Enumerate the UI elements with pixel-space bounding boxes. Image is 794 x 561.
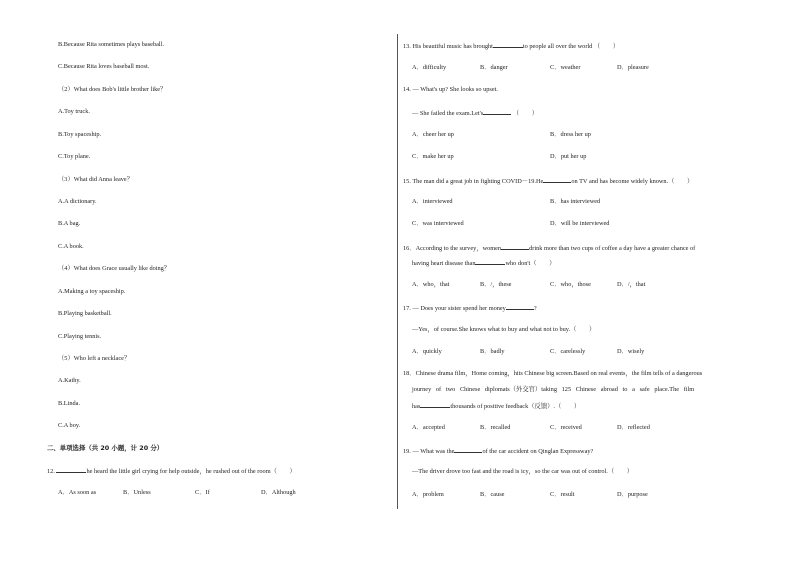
option-d: D．will be interviewed bbox=[550, 220, 610, 227]
option-d: D．pleasure bbox=[617, 64, 649, 71]
question-17-reply: —Yes，of course.She knows what to buy and what not to buy.（ ） bbox=[412, 326, 596, 333]
left-column bbox=[47, 0, 388, 561]
answer-blank bbox=[543, 176, 571, 183]
question-text: （2）What does Bob's little brother like？ bbox=[58, 86, 167, 93]
option-d: D．purpose bbox=[617, 491, 648, 498]
option-c: C．make her up bbox=[412, 153, 454, 160]
option-d: D．wisely bbox=[617, 348, 645, 355]
option-text: B.Playing basketball. bbox=[58, 310, 112, 317]
option-text: C.Because Rita loves baseball most. bbox=[58, 63, 150, 70]
option-a: A．problem bbox=[412, 491, 444, 498]
option-c: C．was interviewed bbox=[412, 220, 464, 227]
option-text: A.Toy truck. bbox=[58, 108, 90, 115]
question-text: 13. His beautiful music has brought bbox=[403, 43, 493, 50]
answer-blank bbox=[475, 258, 505, 265]
question-13 bbox=[403, 41, 619, 51]
option-a: A．quickly bbox=[412, 348, 442, 355]
option-b: B．badly bbox=[480, 348, 505, 355]
option-b: B．/，these bbox=[480, 281, 512, 288]
question-14-reply bbox=[412, 108, 538, 118]
option-b: B．danger bbox=[480, 64, 508, 71]
question-18-cont: journey of two Chinese diplomats（外交官）taking 125 Chinese abroad to a safe place.The film bbox=[412, 386, 695, 393]
option-text: A.A dictionary. bbox=[58, 198, 97, 205]
answer-blank bbox=[420, 401, 450, 408]
option-c: C．weather bbox=[550, 64, 581, 71]
question-18: 18．Chinese drama film，Home coming，hits Chinese big screen.Based on real events，the film tells of a dangerous bbox=[403, 370, 703, 377]
question-18-cont2 bbox=[412, 401, 580, 411]
question-text: — She failed the exam.Let's bbox=[412, 110, 484, 117]
question-12 bbox=[47, 466, 296, 476]
answer-blank bbox=[501, 243, 529, 250]
answer-blank bbox=[483, 108, 511, 115]
question-14: 14. — What's up? She looks so upset. bbox=[403, 86, 498, 93]
question-16-cont bbox=[412, 258, 555, 268]
option-c: C．If bbox=[195, 489, 210, 496]
right-column bbox=[403, 0, 748, 561]
option-c: C．received bbox=[550, 424, 582, 431]
option-c: C．carelessly bbox=[550, 348, 586, 355]
option-b: B．recalled bbox=[480, 424, 511, 431]
option-a: A．difficulty bbox=[412, 64, 447, 71]
question-text: who don't（ ） bbox=[505, 260, 556, 267]
question-text: （4）What does Grace usually like doing？ bbox=[58, 265, 171, 272]
question-text: on TV and has become widely known.（ ） bbox=[571, 178, 694, 185]
question-19-reply: —The driver drove too fast and the road is icy，so the car was out of control.（ ） bbox=[412, 468, 634, 475]
option-b: B．has interviewed bbox=[550, 198, 601, 205]
option-text: C.Toy plane. bbox=[58, 153, 91, 160]
question-17 bbox=[403, 303, 537, 313]
option-d: D．Although bbox=[261, 489, 296, 496]
option-a: A．cheer her up bbox=[412, 131, 454, 138]
column-divider bbox=[397, 34, 398, 509]
option-d: D．reflected bbox=[617, 424, 650, 431]
option-a: A．who，that bbox=[412, 281, 450, 288]
option-a: A．interviewed bbox=[412, 198, 453, 205]
question-text: 17. — Does your sister spend her money bbox=[403, 305, 506, 312]
question-16 bbox=[403, 243, 695, 253]
option-b: B．Unless bbox=[123, 489, 151, 496]
option-text: C.A book. bbox=[58, 243, 84, 250]
question-text: （3）What did Anna leave？ bbox=[58, 176, 134, 183]
question-text: 19. — What was the bbox=[403, 448, 455, 455]
option-d: D．put her up bbox=[550, 153, 587, 160]
question-text: thousands of positive feedback（反馈）.（ ） bbox=[450, 403, 581, 410]
question-number: 12. bbox=[47, 468, 55, 475]
question-text: ? bbox=[533, 305, 537, 312]
question-text: 16．According to the survey，women bbox=[403, 245, 502, 252]
option-text: C.A boy. bbox=[58, 422, 81, 429]
question-text: having heart disease than bbox=[412, 260, 476, 267]
question-text: he heard the little girl crying for help outside，he rushed out of the room（ ） bbox=[86, 468, 296, 475]
option-text: B.A bag. bbox=[58, 220, 81, 227]
answer-blank bbox=[454, 446, 482, 453]
option-b: B．dress her up bbox=[550, 131, 591, 138]
option-a: A．As soon as bbox=[58, 489, 97, 496]
option-text: B.Because Rita sometimes plays baseball. bbox=[58, 41, 164, 48]
option-a: A．accepted bbox=[412, 424, 445, 431]
option-text: A.Kathy. bbox=[58, 377, 81, 384]
question-15 bbox=[403, 176, 693, 186]
question-text: to people all over the world （ ） bbox=[522, 43, 620, 50]
question-text: 15. The man did a great job in fighting COVID－19.He bbox=[403, 178, 544, 185]
answer-blank bbox=[56, 466, 86, 473]
option-b: B．cause bbox=[480, 491, 505, 498]
question-19 bbox=[403, 446, 593, 456]
option-text: A.Making a toy spaceship. bbox=[58, 288, 126, 295]
answer-blank bbox=[506, 303, 534, 310]
question-text: has bbox=[412, 403, 421, 410]
option-text: B.Toy spaceship. bbox=[58, 131, 102, 138]
option-c: C．who，those bbox=[550, 281, 591, 288]
question-text: drink more than two cups of coffee a day have a greater chance of bbox=[529, 245, 696, 252]
option-text: B.Linda. bbox=[58, 400, 81, 407]
answer-paren: （ ） bbox=[512, 110, 539, 117]
option-text: C.Playing tennis. bbox=[58, 333, 102, 340]
answer-blank bbox=[493, 41, 523, 48]
option-c: C．result bbox=[550, 491, 575, 498]
question-text: of the car accident on Qinglan Expressway? bbox=[482, 448, 594, 455]
section-title: 二、单项选择（共 20 小题，计 20 分） bbox=[47, 444, 164, 452]
option-d: D．/，that bbox=[617, 281, 646, 288]
question-text: （5）Who left a necklace？ bbox=[58, 355, 131, 362]
